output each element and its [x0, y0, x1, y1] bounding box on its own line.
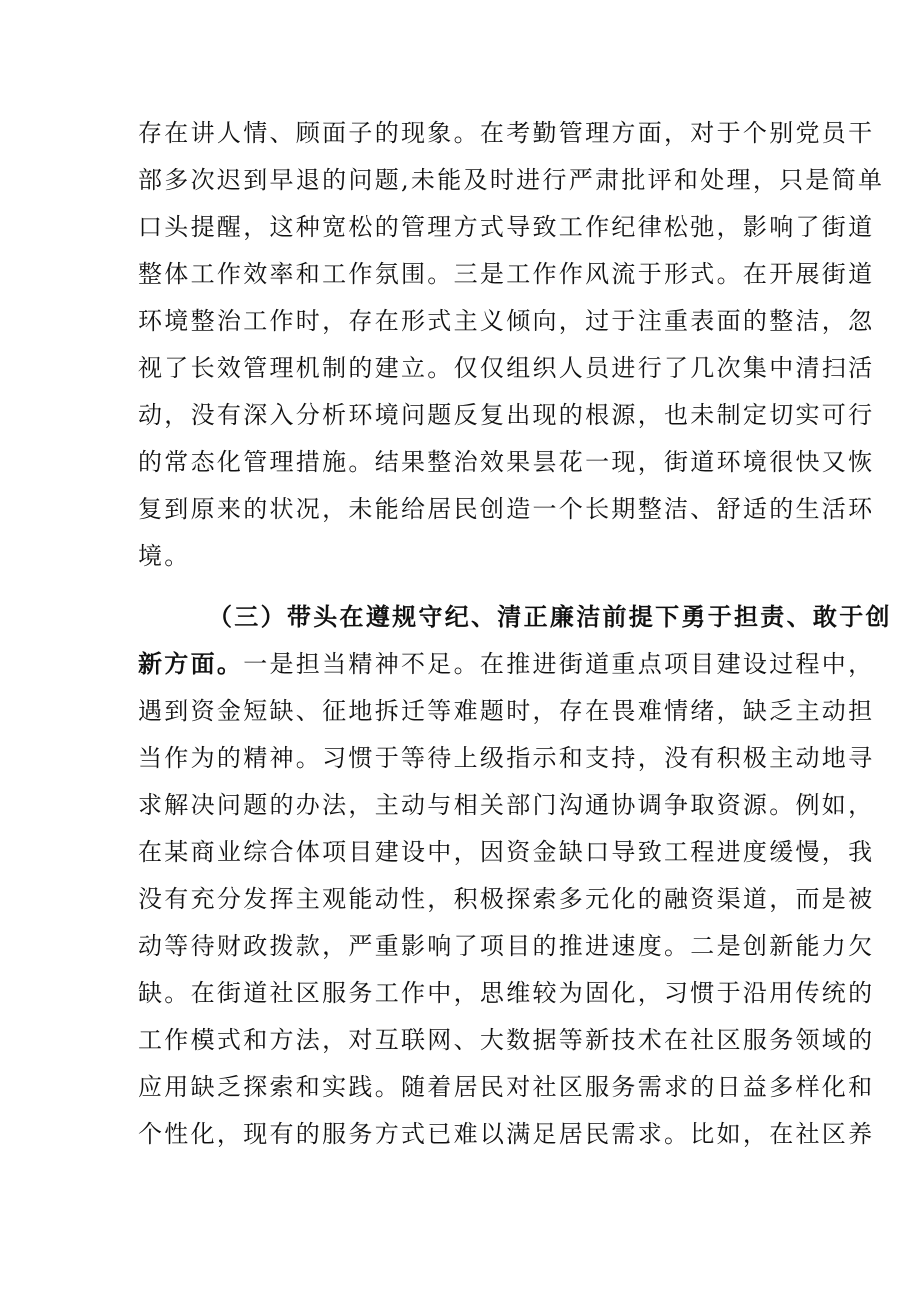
text-line: 动，没有深入分析环境问题反复出现的根源，也未制定切实可行: [138, 401, 875, 429]
section-first-line-text: 一是担当精神不足。在推进街道重点项目建设过程中，: [243, 650, 875, 678]
text-line: 部多次迟到早退的问题,未能及时进行严肃批评和处理，只是简单: [138, 166, 885, 194]
text-line: 整体工作效率和工作氛围。三是工作作风流于形式。在开展街道: [138, 260, 875, 288]
section-heading: （三）带头在遵规守纪、清正廉洁前提下勇于担责、敢于创: [208, 602, 892, 631]
section-heading-end: 新方面。: [138, 649, 244, 678]
text-line: 应用缺乏探索和实践。随着居民对社区服务需求的日益多样化和: [138, 1073, 875, 1101]
text-line: 动等待财政拨款，严重影响了项目的推进速度。二是创新能力欠: [138, 932, 875, 960]
text-line: 复到原来的状况，未能给居民创造一个长期整洁、舒适的生活环: [138, 495, 875, 523]
text-line: 境。: [138, 542, 191, 570]
text-line: 存在讲人情、顾面子的现象。在考勤管理方面，对于个别党员干: [138, 119, 875, 147]
text-line: 遇到资金短缺、征地拆迁等难题时，存在畏难情绪，缺乏主动担: [138, 697, 875, 725]
text-line: 的常态化管理措施。结果整治效果昙花一现，街道环境很快又恢: [138, 448, 875, 476]
section-heading-line: [138, 644, 875, 684]
text-line: 缺。在街道社区服务工作中，思维较为固化，习惯于沿用传统的: [138, 979, 875, 1007]
text-line: 工作模式和方法，对互联网、大数据等新技术在社区服务领域的: [138, 1026, 875, 1054]
text-line: 个性化，现有的服务方式已难以满足居民需求。比如，在社区养: [138, 1120, 875, 1148]
text-line: 口头提醒，这种宽松的管理方式导致工作纪律松弛，影响了街道: [138, 213, 875, 241]
text-line: 求解决问题的办法，主动与相关部门沟通协调争取资源。例如，: [138, 791, 875, 819]
text-line: 环境整治工作时，存在形式主义倾向，过于注重表面的整洁，忽: [138, 307, 875, 335]
text-line: 视了长效管理机制的建立。仅仅组织人员进行了几次集中清扫活: [138, 354, 875, 382]
text-line: 没有充分发挥主观能动性，积极探索多元化的融资渠道，而是被: [138, 885, 875, 913]
text-line: 当作为的精神。习惯于等待上级指示和支持，没有积极主动地寻: [138, 744, 875, 772]
text-line: 在某商业综合体项目建设中，因资金缺口导致工程进度缓慢，我: [138, 838, 875, 866]
